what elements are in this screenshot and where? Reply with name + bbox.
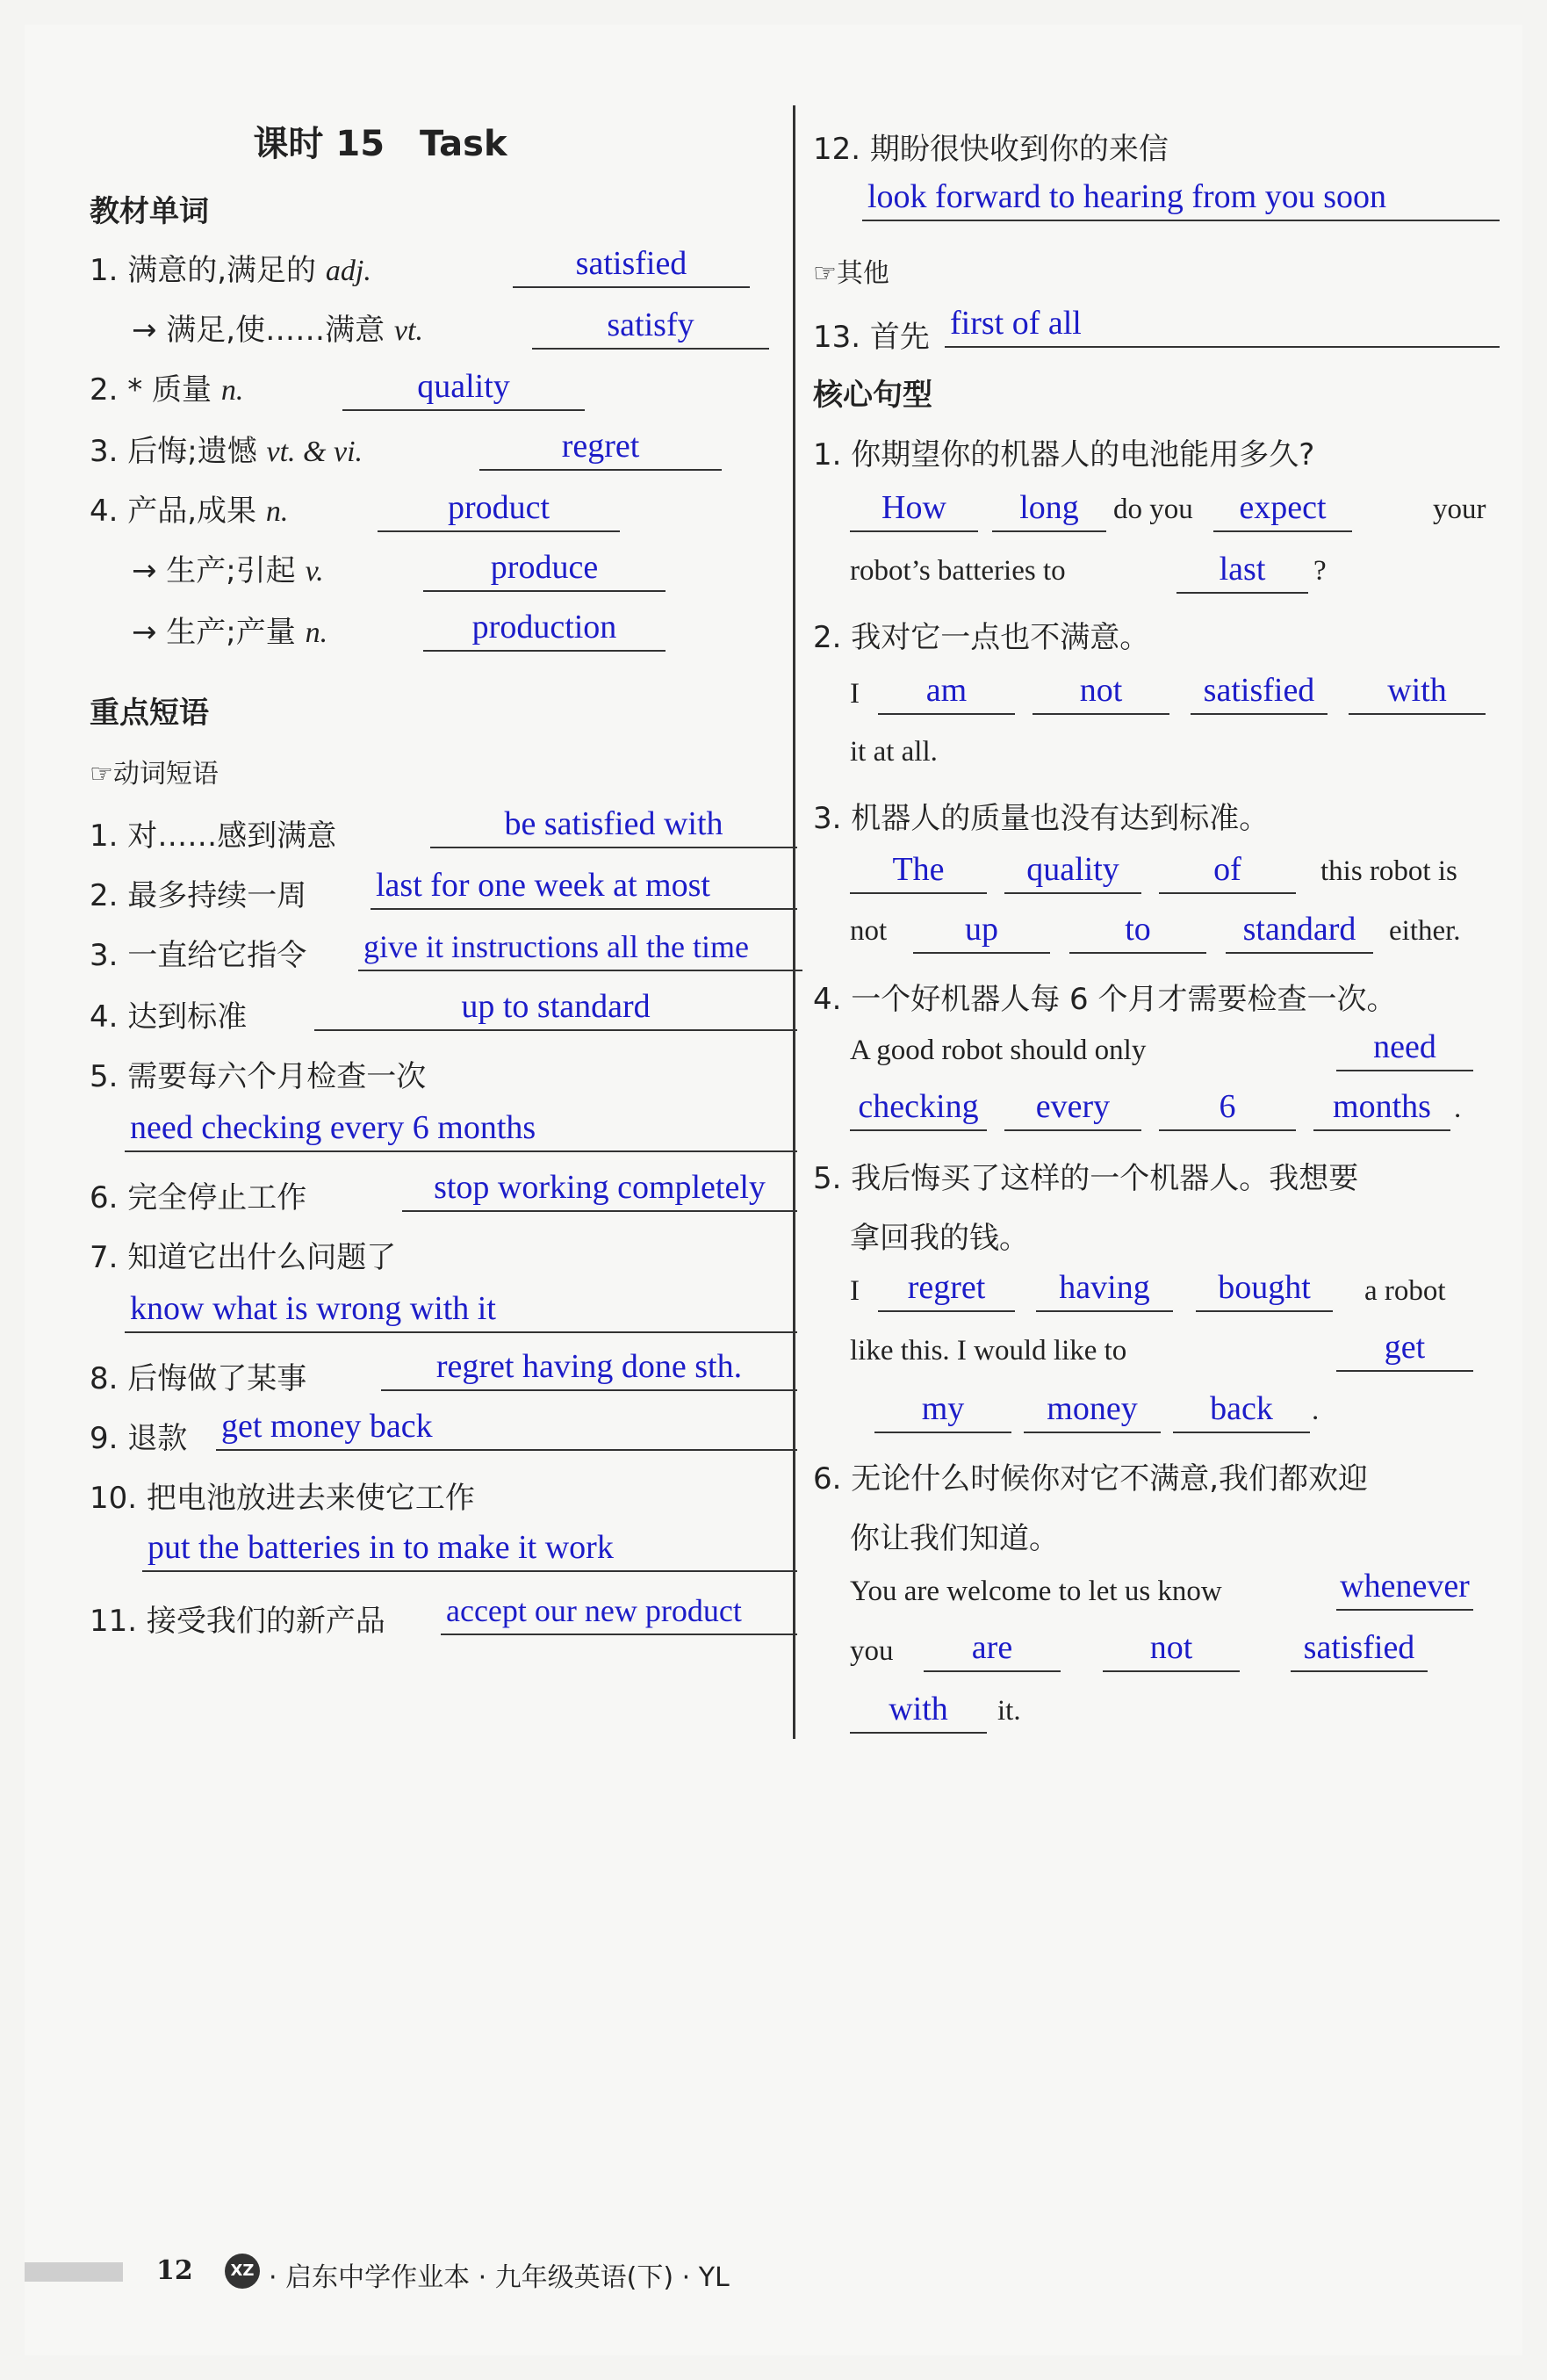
answer-blank[interactable]: of [1159, 850, 1296, 894]
answer-blank[interactable]: with [850, 1690, 987, 1734]
sentence-text: You are welcome to let us know [850, 1576, 1222, 1607]
answer-blank[interactable]: every [1004, 1087, 1141, 1131]
page-number: 12 [156, 2255, 193, 2286]
sentence-text: not [850, 915, 888, 947]
answer-blank[interactable]: long [992, 488, 1106, 532]
vocab-item-4: 4. 产品,成果 n. [90, 494, 289, 529]
phrase-item-9: 9. 退款 [90, 1421, 188, 1456]
vocab-item-3: 3. 后悔;遗憾 vt. & vi. [90, 434, 363, 469]
answer-blank[interactable]: regret [479, 427, 722, 471]
answer-blank[interactable]: stop working completely [402, 1168, 797, 1212]
answer-blank[interactable]: get money back [216, 1407, 797, 1451]
section-heading-vocab: 教材单词 [90, 194, 209, 229]
answer-blank[interactable]: satisfy [532, 306, 769, 350]
sentence-5-cn-cont: 拿回我的钱。 [850, 1221, 1029, 1256]
phrase-item-13: 13. 首先 [813, 320, 930, 355]
subsection-verb-phrases: ☞动词短语 [90, 759, 219, 790]
answer-blank[interactable]: last [1176, 550, 1308, 594]
answer-blank[interactable]: product [378, 488, 620, 532]
answer-blank[interactable]: produce [423, 548, 666, 592]
answer-blank[interactable]: quality [1004, 850, 1141, 894]
answer-blank[interactable]: regret [878, 1268, 1015, 1312]
sentence-6-cn-cont: 你让我们知道。 [850, 1521, 1059, 1556]
answer-blank[interactable]: months [1313, 1087, 1450, 1131]
section-heading-sentences: 核心句型 [813, 378, 932, 413]
phrase-item-10: 10. 把电池放进去来使它工作 [90, 1481, 475, 1516]
answer-blank[interactable]: back [1173, 1389, 1310, 1433]
answer-blank[interactable]: need [1336, 1028, 1473, 1071]
phrase-item-8: 8. 后悔做了某事 [90, 1361, 307, 1396]
sentence-1-cn: 1. 你期望你的机器人的电池能用多久? [813, 437, 1315, 472]
sentence-text: robot’s batteries to [850, 555, 1066, 587]
sentence-2-cn: 2. 我对它一点也不满意。 [813, 620, 1150, 655]
phrase-item-1: 1. 对……感到满意 [90, 819, 337, 854]
answer-blank[interactable]: accept our new product [441, 1591, 797, 1635]
answer-blank[interactable]: am [878, 671, 1015, 715]
phrase-item-3: 3. 一直给它指令 [90, 938, 307, 973]
answer-blank[interactable]: are [924, 1628, 1061, 1672]
sentence-text: it. [997, 1695, 1021, 1727]
publisher-logo: XZ [225, 2254, 260, 2289]
answer-blank[interactable]: get [1336, 1328, 1473, 1372]
worksheet-page [25, 25, 1522, 2355]
answer-blank[interactable]: satisfied [1191, 671, 1328, 715]
answer-blank[interactable]: production [423, 608, 666, 652]
sentence-text: . [1454, 1093, 1462, 1124]
answer-blank[interactable]: know what is wrong with it [125, 1289, 797, 1333]
sentence-text: A good robot should only [850, 1035, 1147, 1066]
vocab-item-1b: → 满足,使……满意 vt. [132, 313, 423, 348]
answer-blank[interactable]: my [874, 1389, 1011, 1433]
answer-blank[interactable]: money [1024, 1389, 1161, 1433]
sentence-5-cn: 5. 我后悔买了这样的一个机器人。我想要 [813, 1161, 1359, 1196]
answer-blank[interactable]: up [913, 910, 1050, 954]
sentence-text: this robot is [1320, 855, 1457, 887]
answer-blank[interactable]: whenever [1336, 1567, 1473, 1611]
sentence-text: ? [1313, 555, 1327, 587]
sentence-6-cn: 6. 无论什么时候你对它不满意,我们都欢迎 [813, 1461, 1369, 1497]
answer-blank[interactable]: regret having done sth. [381, 1347, 797, 1391]
sentence-text: . [1312, 1395, 1320, 1426]
sentence-text: I [850, 678, 860, 710]
phrase-item-6: 6. 完全停止工作 [90, 1180, 307, 1215]
answer-blank[interactable]: quality [342, 367, 585, 411]
vocab-item-4b: → 生产;引起 v. [132, 553, 324, 588]
answer-blank[interactable]: to [1069, 910, 1206, 954]
sentence-text: do you [1113, 494, 1193, 525]
sentence-text: like this. I would like to [850, 1335, 1127, 1367]
answer-blank[interactable]: not [1033, 671, 1169, 715]
sentence-3-cn: 3. 机器人的质量也没有达到标准。 [813, 801, 1270, 836]
subsection-other: ☞其他 [813, 258, 889, 289]
sentence-text: your [1433, 494, 1486, 525]
section-heading-phrases: 重点短语 [90, 696, 209, 731]
page-footer [25, 2255, 1522, 2308]
answer-blank[interactable]: look forward to hearing from you soon [862, 177, 1500, 221]
answer-blank[interactable]: satisfied [1291, 1628, 1428, 1672]
phrase-item-4: 4. 达到标准 [90, 999, 248, 1035]
answer-blank[interactable]: not [1103, 1628, 1240, 1672]
sentence-text: a robot [1364, 1275, 1446, 1307]
answer-blank[interactable]: How [850, 488, 978, 532]
answer-blank[interactable]: having [1036, 1268, 1173, 1312]
answer-blank[interactable]: with [1349, 671, 1486, 715]
phrase-item-12: 12. 期盼很快收到你的来信 [813, 132, 1169, 167]
vocab-item-1: 1. 满意的,满足的 adj. [90, 253, 371, 288]
phrase-item-7: 7. 知道它出什么问题了 [90, 1240, 397, 1275]
answer-blank[interactable]: up to standard [314, 987, 797, 1031]
vocab-item-4c: → 生产;产量 n. [132, 615, 328, 650]
answer-blank[interactable]: satisfied [513, 244, 750, 288]
phrase-item-11: 11. 接受我们的新产品 [90, 1604, 385, 1639]
page-title: 课时 15 Task [253, 124, 507, 164]
sentence-text: I [850, 1275, 860, 1307]
answer-blank[interactable]: put the batteries in to make it work [142, 1528, 797, 1572]
answer-blank[interactable]: first of all [945, 304, 1500, 348]
footer-bar [25, 2262, 123, 2282]
footer-text: · 启东中学作业本 · 九年级英语(下) · YL [269, 2262, 730, 2293]
vocab-item-2: 2. * 质量 n. [90, 372, 244, 407]
sentence-text: you [850, 1635, 894, 1667]
phrase-item-5: 5. 需要每六个月检查一次 [90, 1059, 427, 1094]
answer-blank[interactable]: 6 [1159, 1087, 1296, 1131]
sentence-4-cn: 4. 一个好机器人每 6 个月才需要检查一次。 [813, 982, 1397, 1017]
answer-blank[interactable]: be satisfied with [430, 804, 797, 848]
answer-blank[interactable]: bought [1196, 1268, 1333, 1312]
sentence-text: either. [1389, 915, 1461, 947]
answer-blank[interactable]: checking [850, 1087, 987, 1131]
answer-blank[interactable]: standard [1226, 910, 1373, 954]
column-divider [793, 105, 795, 1739]
phrase-item-2: 2. 最多持续一周 [90, 878, 307, 913]
answer-blank[interactable]: give it instructions all the time [358, 927, 802, 971]
answer-blank[interactable]: last for one week at most [371, 866, 797, 910]
answer-blank[interactable]: The [850, 850, 987, 894]
answer-blank[interactable]: need checking every 6 months [125, 1108, 797, 1152]
answer-blank[interactable]: expect [1213, 488, 1352, 532]
sentence-text: it at all. [850, 736, 938, 768]
